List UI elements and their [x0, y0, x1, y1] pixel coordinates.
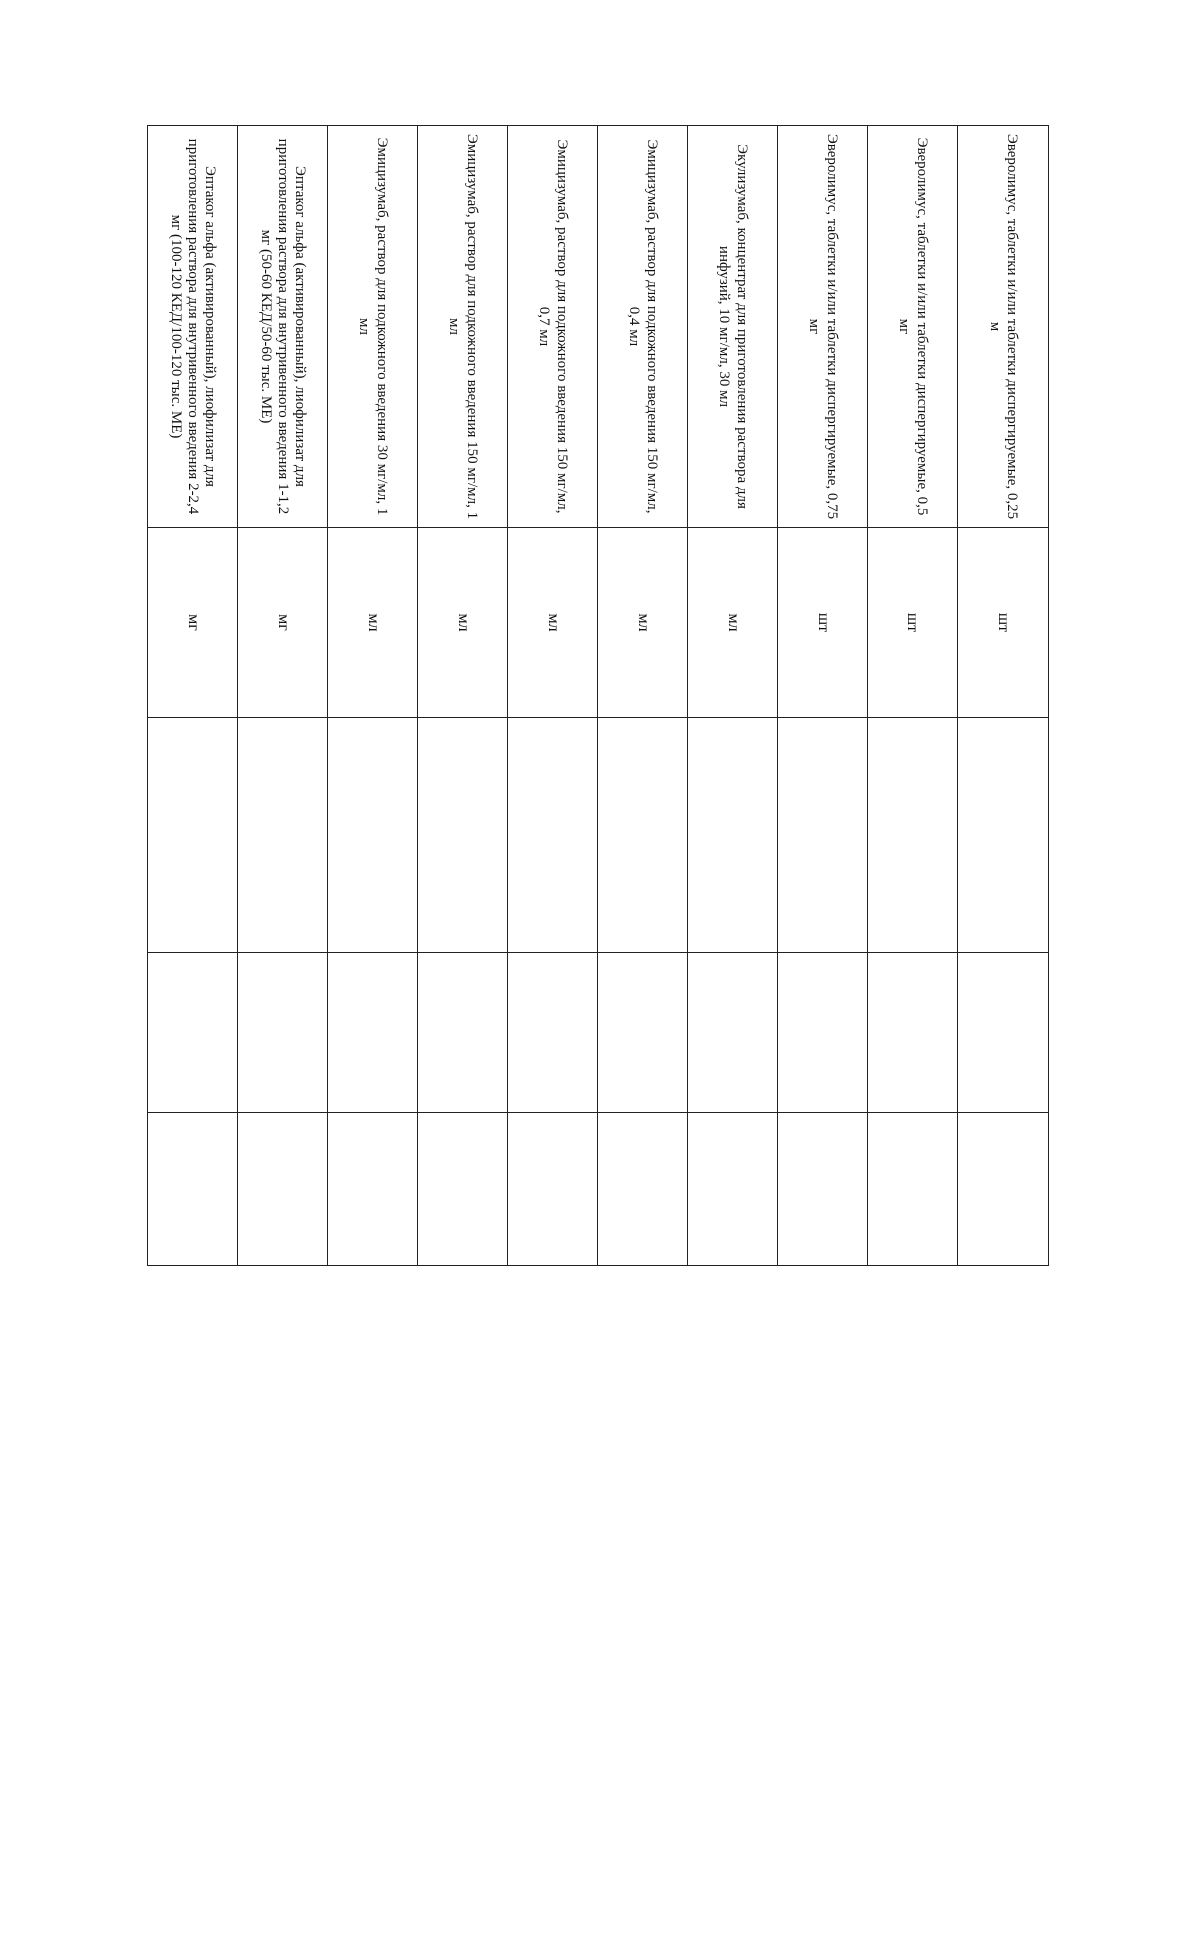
empty-cell: [777, 953, 867, 1113]
empty-cell: [687, 953, 777, 1113]
empty-cell: [957, 718, 1048, 953]
unit-cell: шт: [777, 528, 867, 718]
drug-name-cell: Эмицизумаб, раствор для подкожного введения 150 мг/мл, 0,7 мл: [507, 126, 597, 528]
drug-name-cell: Эптаког альфа (активированный), лиофилизат для приготовления раствора для внутривенного введения 1-1,2 мг (50-60 КЕД/50-60 тыс. МЕ): [238, 126, 328, 528]
empty-cell: [597, 718, 687, 953]
drug-name-cell: Эверолимус, таблетки и/или таблетки диспергируемые, 0,75 мг: [777, 126, 867, 528]
unit-cell: мл: [417, 528, 507, 718]
drug-name-cell: Эптаког альфа (активированный), лиофилизат для приготовления раствора для внутривенного введения 2-2,4 мг (100-120 КЕД/100-120 тыс. МЕ): [148, 126, 238, 528]
drug-name-cell: Эверолимус, таблетки и/или таблетки диспергируемые, 0,5 мг: [867, 126, 957, 528]
table-row: [687, 126, 777, 1266]
empty-cell: [148, 1113, 238, 1266]
empty-cell: [238, 1113, 328, 1266]
table-body: [148, 126, 1049, 1266]
drug-name-cell: Экулизумаб, концентрат для приготовления раствора для инфузий, 10 мг/мл, 30 мл: [687, 126, 777, 528]
empty-cell: [417, 718, 507, 953]
empty-cell: [328, 718, 418, 953]
empty-cell: [687, 1113, 777, 1266]
drug-name-cell: Эверолимус, таблетки и/или таблетки диспергируемые, 0,25 м: [957, 126, 1048, 528]
empty-cell: [777, 1113, 867, 1266]
table-row: [328, 126, 418, 1266]
table-row: [507, 126, 597, 1266]
empty-cell: [867, 1113, 957, 1266]
unit-cell: шт: [957, 528, 1048, 718]
table-row: [867, 126, 957, 1266]
empty-cell: [867, 718, 957, 953]
empty-cell: [148, 953, 238, 1113]
drug-name-cell: Эмицизумаб, раствор для подкожного введения 150 мг/мл, 1 мл: [417, 126, 507, 528]
empty-cell: [238, 718, 328, 953]
unit-cell: мг: [148, 528, 238, 718]
drug-name-cell: Эмицизумаб, раствор для подкожного введения 30 мг/мл, 1 мл: [328, 126, 418, 528]
table-row: [417, 126, 507, 1266]
table-row: [777, 126, 867, 1266]
empty-cell: [957, 1113, 1048, 1266]
empty-cell: [867, 953, 957, 1113]
empty-cell: [597, 1113, 687, 1266]
empty-cell: [417, 953, 507, 1113]
unit-cell: мл: [597, 528, 687, 718]
empty-cell: [148, 718, 238, 953]
table-row: [238, 126, 328, 1266]
table-row: [597, 126, 687, 1266]
empty-cell: [507, 1113, 597, 1266]
unit-cell: мг: [238, 528, 328, 718]
empty-cell: [417, 1113, 507, 1266]
table-row: [957, 126, 1048, 1266]
empty-cell: [957, 953, 1048, 1113]
unit-cell: мл: [507, 528, 597, 718]
rotated-table-region: [147, 125, 1049, 1265]
drug-name-cell: Эмицизумаб, раствор для подкожного введения 150 мг/мл, 0,4 мл: [597, 126, 687, 528]
empty-cell: [777, 718, 867, 953]
table-row: [148, 126, 238, 1266]
empty-cell: [328, 953, 418, 1113]
empty-cell: [507, 953, 597, 1113]
unit-cell: мл: [687, 528, 777, 718]
unit-cell: мл: [328, 528, 418, 718]
unit-cell: шт: [867, 528, 957, 718]
empty-cell: [328, 1113, 418, 1266]
empty-cell: [597, 953, 687, 1113]
drug-units-table: [147, 125, 1049, 1266]
empty-cell: [687, 718, 777, 953]
empty-cell: [507, 718, 597, 953]
empty-cell: [238, 953, 328, 1113]
table-landscape: [147, 125, 1049, 1265]
